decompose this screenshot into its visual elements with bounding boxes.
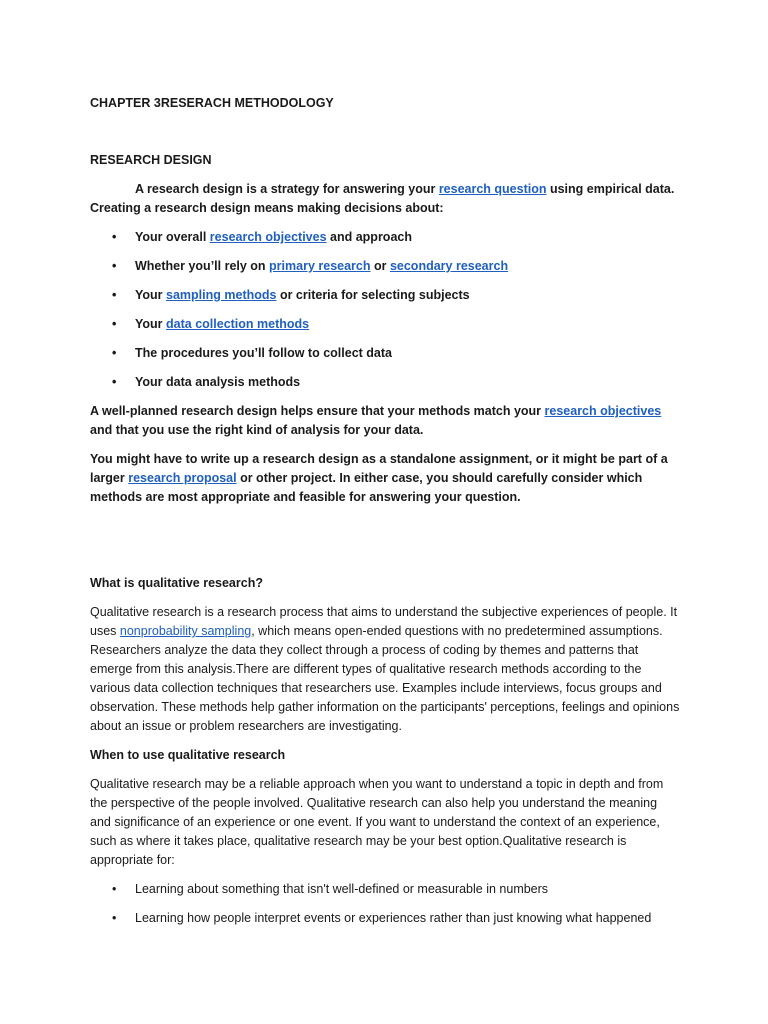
link-research-question[interactable]: research question (438, 182, 547, 196)
intro-text-2: using empirical data. Creating a research design means making decisions about: (90, 182, 675, 215)
list-item (90, 228, 680, 247)
list-item (90, 286, 680, 305)
link-nonprobability-sampling[interactable]: nonprobability sampling (119, 624, 252, 638)
research-design-intro (90, 180, 680, 218)
link-research-objectives[interactable]: research objectives (209, 230, 327, 244)
list-item-text: and approach (326, 230, 412, 244)
qualitative-heading: What is qualitative research? (90, 576, 263, 590)
list-item-text: Your (135, 317, 167, 331)
bullet-glyph: • (112, 259, 117, 273)
chapter-title: CHAPTER 3RESERACH METHODOLOGY (90, 96, 334, 110)
bullet-glyph: • (112, 230, 117, 244)
link-sampling-methods[interactable]: sampling methods (166, 288, 277, 302)
list-item-text: Learning about something that isn't well-defined or measurable in numbers (135, 882, 549, 896)
list-item-text: The procedures you’ll follow to collect data (135, 346, 392, 360)
intro-text-1: A research design is a strategy for answering your (135, 182, 439, 196)
section-spacer (90, 517, 680, 574)
link-secondary-research[interactable]: secondary research (389, 259, 509, 273)
link-research-proposal[interactable]: research proposal (128, 471, 237, 485)
bullet-glyph: • (112, 288, 117, 302)
research-design-decision-list (90, 228, 680, 392)
when-to-use-paragraph: Qualitative research may be a reliable approach when you want to understand a topic in depth and from the perspective of the people involved. Qualitative research can also help you understand the meaning and significance of an experience or one event. If you want to understand the context of an experience, such as where it takes place, qualitative research may be your best option.Qualitative research is appropriate for: (90, 777, 664, 867)
list-item-text: Whether you’ll rely on (135, 259, 270, 273)
when-to-use-list (90, 880, 680, 928)
list-item (90, 880, 680, 899)
link-data-collection-methods[interactable]: data collection methods (166, 317, 310, 331)
paragraph-text: Qualitative research is a research process that aims to understand the subjective experiences of people. It uses (90, 605, 678, 638)
list-item (90, 373, 680, 392)
research-design-paragraph-3 (90, 450, 680, 507)
list-item (90, 315, 680, 334)
research-design-paragraph-2 (90, 402, 680, 440)
when-to-use-heading: When to use qualitative research (90, 748, 286, 762)
link-research-objectives-2[interactable]: research objectives (544, 404, 662, 418)
paragraph-text: , which means open-ended questions with no predetermined assumptions. Researchers analyze the data they collect through a process of coding by themes and patterns that emerge from this analysis.There are different types of qualitative research methods according to the various data collection techniques that researchers use. Examples include interviews, focus groups and observation. These methods help gather information on the participants' perceptions, feelings and opinions about an issue or problem researchers are investigating. (90, 624, 680, 733)
bullet-glyph: • (112, 882, 117, 896)
list-item (90, 344, 680, 363)
paragraph-text: You might have to write up a research design as a standalone assignment, or it might be part of a larger (90, 452, 668, 485)
qualitative-paragraph (90, 603, 680, 736)
bullet-glyph: • (112, 911, 117, 925)
bullet-glyph: • (112, 346, 117, 360)
list-item-text: or criteria for selecting subjects (276, 288, 470, 302)
list-item-text: Your (135, 288, 167, 302)
paragraph-text: and that you use the right kind of analysis for your data. (90, 423, 424, 437)
list-item-text: or (370, 259, 390, 273)
document-body (90, 94, 680, 938)
list-item-text: Learning how people interpret events or experiences rather than just knowing what happened (135, 911, 652, 925)
list-item-text: Your overall (135, 230, 210, 244)
bullet-glyph: • (112, 375, 117, 389)
list-item (90, 257, 680, 276)
paragraph-text: A well-planned research design helps ensure that your methods match your (90, 404, 545, 418)
list-item (90, 909, 680, 928)
paragraph-text: or other project. In either case, you should carefully consider which methods are most appropriate and feasible for answering your question. (90, 471, 643, 504)
bullet-glyph: • (112, 317, 117, 331)
link-primary-research[interactable]: primary research (269, 259, 371, 273)
list-item-text: Your data analysis methods (135, 375, 301, 389)
research-design-heading: RESEARCH DESIGN (90, 153, 212, 167)
